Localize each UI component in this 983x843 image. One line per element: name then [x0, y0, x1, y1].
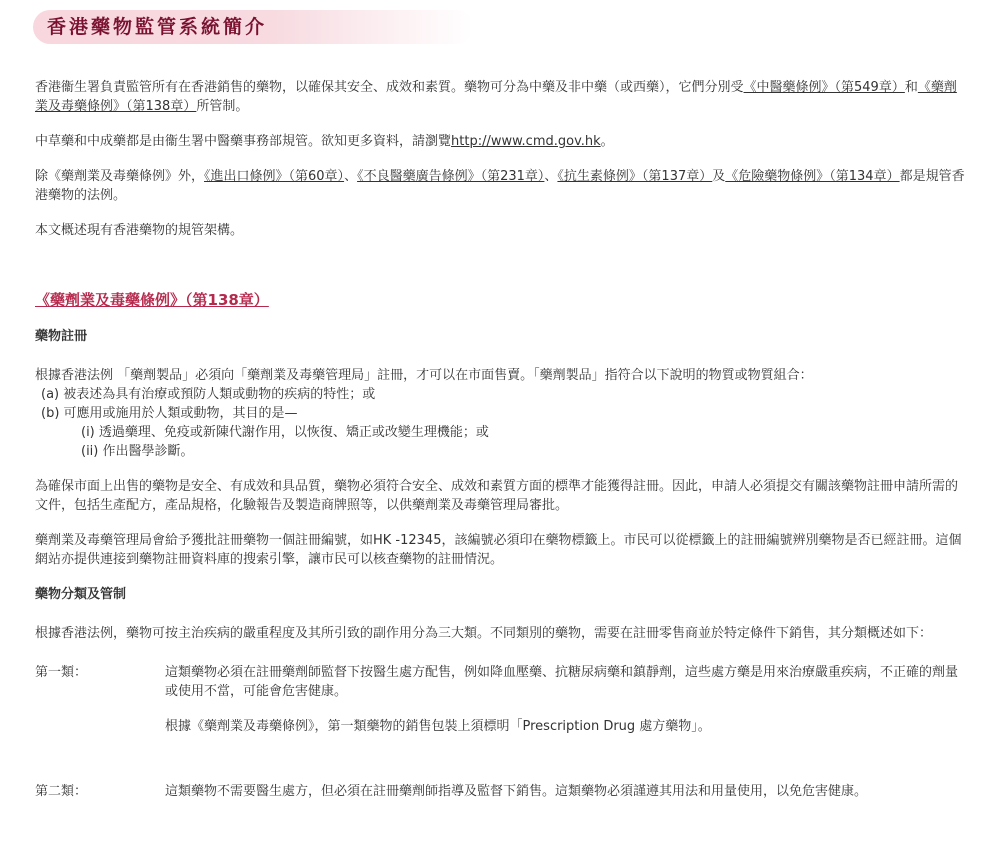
subheading-drug-registration: 藥物註冊 — [35, 329, 88, 344]
intro-text: 和 — [904, 80, 918, 95]
subheading-drug-classification: 藥物分類及管制 — [35, 587, 127, 602]
intro-paragraph-4: 本文概述現有香港藥物的規管架構。 — [35, 223, 244, 238]
page-title-banner — [33, 10, 473, 44]
link-dangerous-drugs-ordinance[interactable]: 《危險藥物條例》（第134章） — [725, 169, 900, 184]
classification-paragraph: 根據香港法例，藥物可按主治疾病的嚴重程度及其所引致的副作用分為三大類。不同類別的藥物，需要在註冊零售商並於特定條件下銷售，其分類概述如下： — [35, 626, 933, 641]
intro-text: 除《藥劑業及毒藥條例》外， — [35, 169, 205, 184]
link-cmd-website[interactable]: http://www.cmd.gov.hk — [451, 134, 601, 149]
category-1-label: 第一類： — [35, 665, 88, 680]
category-2-description: 這類藥物不需要醫生處方，但必須在註冊藥劑師指導及監督下銷售。這類藥物必須謹遵其用法和用量使用，以免危害健康。 — [165, 784, 868, 799]
list-item-i: (i) 透過藥理、免疫或新陳代謝作用，以恢復、矯正或改變生理機能；或 — [81, 425, 489, 440]
category-1-labeling-note: 根據《藥劑業及毒藥條例》，第一類藥物的銷售包裝上須標明「Prescription Drug 處方藥物」。 — [165, 719, 711, 734]
link-antibiotics-ordinance[interactable]: 《抗生素條例》（第137章） — [557, 169, 713, 184]
category-2 — [35, 782, 965, 801]
category-1 — [35, 663, 965, 736]
intro-paragraph-2 — [35, 132, 965, 151]
list-item-b: (b) 可應用或施用於人類或動物，其目的是— — [41, 406, 298, 421]
registration-paragraph-1: 根據香港法例 「藥劑製品」必須向「藥劑業及毒藥管理局」註冊，才可以在市面售賣。「藥劑製品」指符合以下說明的物質或物質組合： — [35, 368, 813, 383]
registration-paragraph-2: 為確保市面上出售的藥物是安全、有成效和具品質，藥物必須符合安全、成效和素質方面的標準才能獲得註冊。因此，申請人必須提交有關該藥物註冊申請所需的文件，包括生產配方，產品規格，化驗報告及製造商牌照等，以供藥劑業及毒藥管理局審批。 — [35, 479, 959, 513]
intro-text: 都是規管香港藥物的法例。 — [35, 169, 965, 203]
intro-text: 。 — [600, 134, 614, 149]
category-1-description: 這類藥物必須在註冊藥劑師監督下按醫生處方配售，例如降血壓藥、抗糖尿病藥和鎮靜劑，這些處方藥是用來治療嚴重疾病，不正確的劑量或使用不當，可能會危害健康。 — [165, 665, 959, 699]
link-pharmacy-poisons-ordinance[interactable]: 《藥劑業及毒藥條例》（第138章） — [35, 80, 957, 114]
category-2-label: 第二類： — [35, 784, 88, 799]
separator: 及 — [712, 169, 726, 184]
main-content — [35, 78, 965, 801]
registration-paragraph-3: 藥劑業及毒藥管理局會給予獲批註冊藥物一個註冊編號，如HK -12345，該編號必須印在藥物標籤上。市民可以從標籤上的註冊編號辨別藥物是否已經註冊。這個網站亦提供連接到藥物註冊資料庫的搜索引擎，讓市民可以核查藥物的註冊情況。 — [35, 533, 962, 567]
list-item-ii: (ii) 作出醫學診斷。 — [81, 444, 194, 459]
intro-text: 中草藥和中成藥都是由衞生署中醫藥事務部規管。欲知更多資料，請瀏覽 — [35, 134, 452, 149]
intro-paragraph-1 — [35, 78, 965, 116]
list-item-a: (a) 被表述為具有治療或預防人類或動物的疾病的特性；或 — [41, 387, 376, 402]
link-import-export-ordinance[interactable]: 《進出口條例》（第60章） — [204, 169, 345, 184]
separator: 、 — [544, 169, 558, 184]
intro-text: 香港衞生署負責監管所有在香港銷售的藥物，以確保其安全、成效和素質。藥物可分為中藥及非中藥（或西藥），它們分別受 — [35, 80, 744, 95]
intro-paragraph-3 — [35, 167, 965, 205]
link-undesirable-ads-ordinance[interactable]: 《不良醫藥廣告條例》（第231章） — [357, 169, 545, 184]
page-title: 香港藥物監管系統簡介 — [47, 16, 268, 38]
intro-text: 所管制。 — [196, 99, 249, 114]
link-chinese-medicine-ordinance[interactable]: 《中醫藥條例》（第549章） — [743, 80, 905, 95]
separator: 、 — [344, 169, 358, 184]
section-heading-pharmacy-poisons-ordinance[interactable]: 《藥劑業及毒藥條例》（第138章） — [35, 291, 269, 309]
